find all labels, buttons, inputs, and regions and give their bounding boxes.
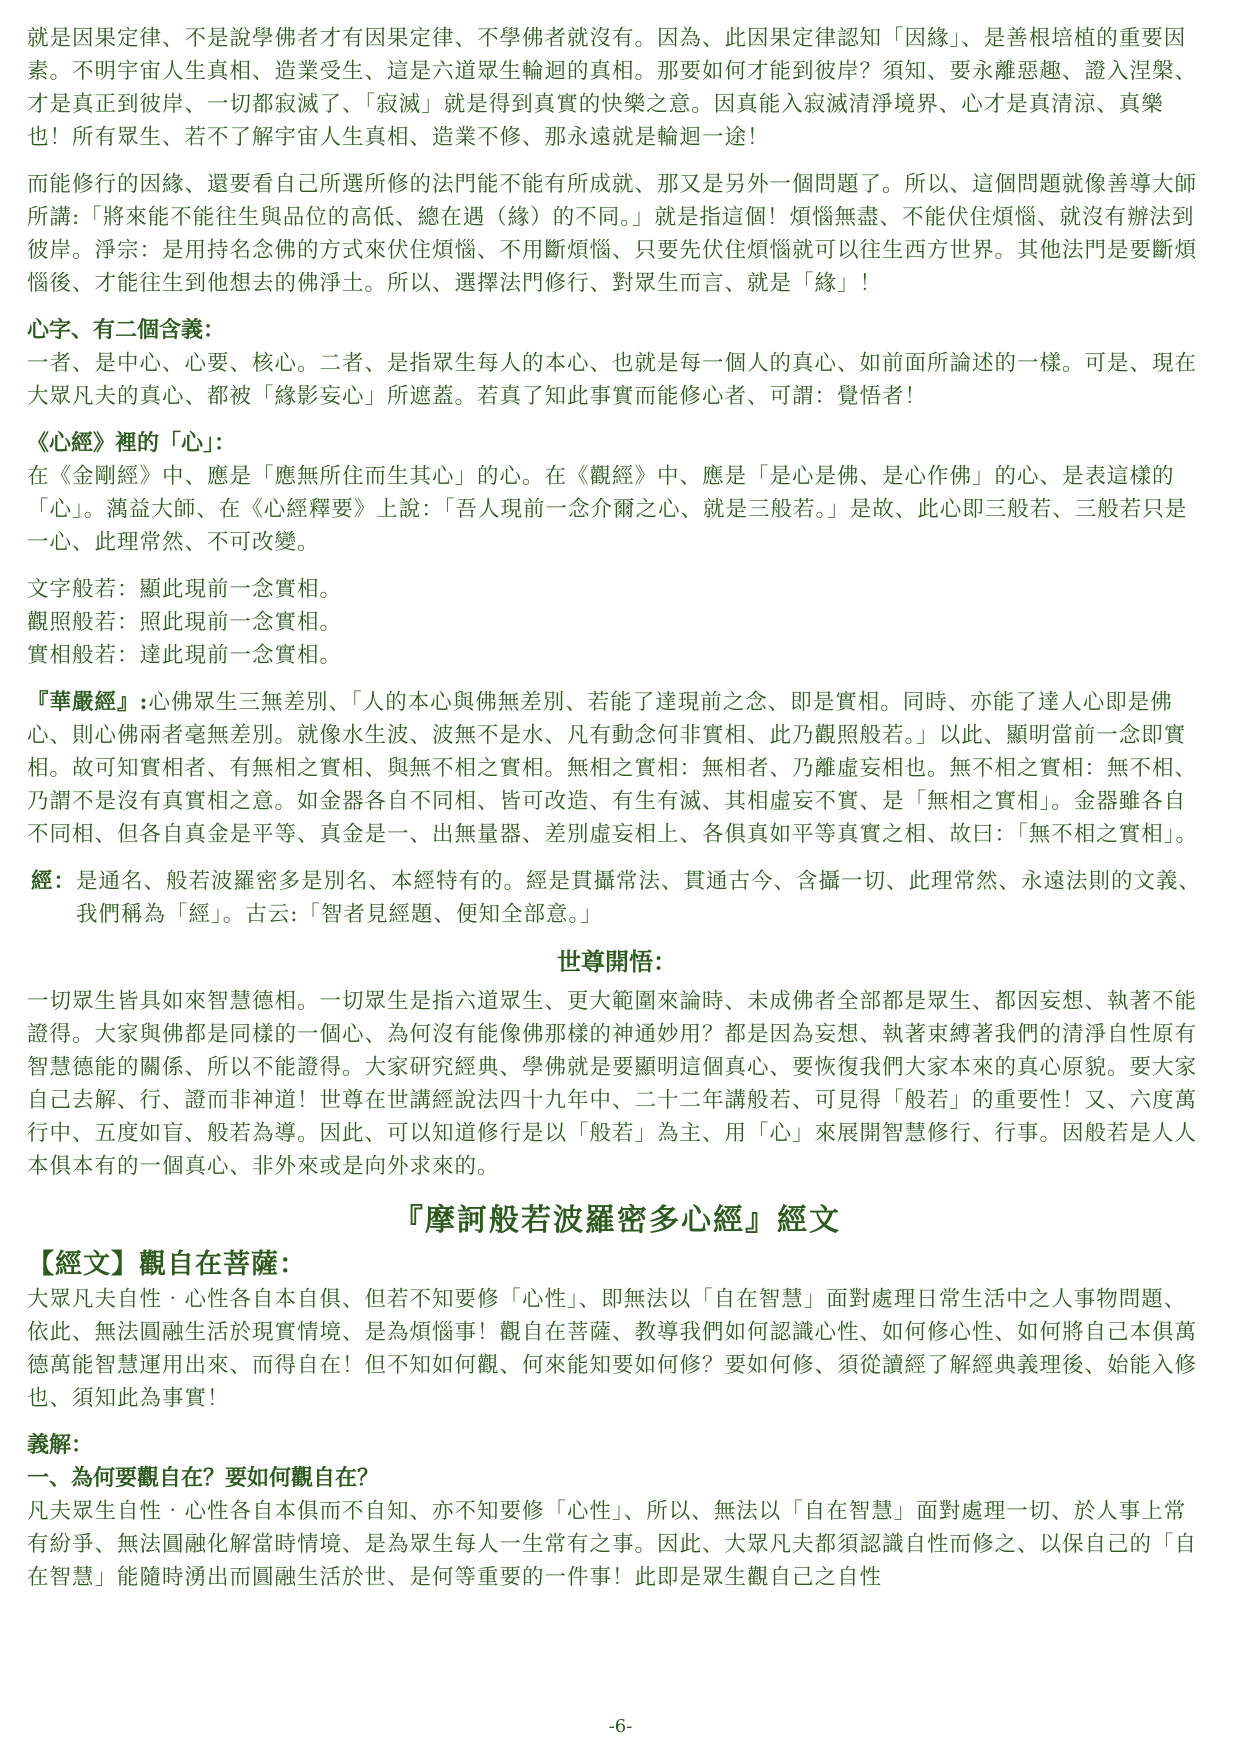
heading-explanation: 義解：	[27, 1432, 94, 1458]
heading-heart-meanings: 心字、有二個含義：	[27, 317, 226, 343]
paragraph-dharma-gate: 而能修行的因緣、還要看自己所選所修的法門能不能有所成就、那又是另外一個問題了。所以、這個問題就像善導大師所講:「將來能不能往生與品位的高低、總在遇（緣）的不同。」就是指這個！煩惱無盡、不能伏住煩惱、就沒有辦法到彼岸。淨宗：是用持名念佛的方式來伏住煩惱、不用斷煩惱、只要先伏住煩惱就可以往生西方世界。其他法門是要斷煩惱後、才能往生到他想去的佛淨土。所以、選擇法門修行、對眾生而言、就是「緣」！	[27, 172, 1198, 296]
list-item: 實相般若：達此現前一念實相。	[27, 643, 343, 668]
heading-world-honored-awakening: 世尊開悟：	[557, 947, 677, 976]
paragraph-question-one: 凡夫眾生自性‧心性各自本俱而不自知、亦不知要修「心性」、所以、無法以「自在智慧」面對處理一切、於人事上常有紛爭、無法圓融化解當時情境、是為眾生每人一生常有之事。因此、大眾凡夫都須認識自性而修之、以保自己的「自在智慧」能隨時湧出而圓融生活於世、是何等重要的一件事！此即是眾生觀自己之自性	[27, 1499, 1198, 1590]
page-number: -6-	[608, 1716, 633, 1737]
heading-question-one: 一、為何要觀自在？要如何觀自在？	[27, 1465, 380, 1491]
paragraph-avatamsaka	[27, 686, 1207, 851]
paragraph-heart-meanings: 一者、是中心、心要、核心。二者、是指眾生每人的本心、也就是每一個人的真心、如前面所論述的一樣。可是、現在大眾凡夫的真心、都被「緣影妄心」所遮蓋。若真了知此事實而能修心者、可謂：覺悟者！	[27, 351, 1198, 409]
heading-heart-sutra-heart: 《心經》裡的「心」：	[27, 430, 237, 456]
paragraph-world-honored-awakening: 一切眾生皆具如來智慧德相。一切眾生是指六道眾生、更大範圍來論時、未成佛者全部都是眾生、都因妄想、執著不能證得。大家與佛都是同樣的一個心、為何沒有能像佛那樣的神通妙用？都是因為妄想、執著束縛著我們的清淨自性原有智慧德能的關係、所以不能證得。大家研究經典、學佛就是要顯明這個真心、要恢復我們大家本來的真心原貌。要大家自己去解、行、證而非神道！世尊在世講經說法四十九年中、二十二年講般若、可見得「般若」的重要性！又、六度萬行中、五度如盲、般若為導。因此、可以知道修行是以「般若」為主、用「心」來展開智慧修行、行事。因般若是人人本俱本有的一個真心、非外來或是向外求來的。	[27, 989, 1198, 1179]
avatamsaka-label: 『華嚴經』:	[27, 690, 149, 715]
avatamsaka-text: 心佛眾生三無差別、「人的本心與佛無差別、若能了達現前之念、即是實相。同時、亦能了達人心即是佛心、則心佛兩者毫無差別。就像水生波、波無不是水、凡有動念何非實相、此乃觀照般若。」以此、顯明當前一念即實相。故可知實相者、有無相之實相、與無不相之實相。無相之實相：無相者、乃離虛妄相也。無不相之實相：無不相、乃謂不是沒有真實相之意。如金器各自不同相、皆可改造、有生有滅、其相虛妄不實、是「無相之實相」。金器雖各自不同相、但各自真金是平等、真金是一、出無量器、差別虛妄相上、各俱真如平等真實之相、故曰：「無不相之實相」。	[27, 690, 1199, 847]
heading-avalokitesvara: 【經文】觀自在菩薩：	[27, 1249, 307, 1280]
heading-sutra-text-title: 『摩訶般若波羅密多心經』經文	[393, 1203, 841, 1238]
list-item: 文字般若：顯此現前一念實相。	[27, 577, 343, 602]
sutra-label: 經：	[31, 869, 77, 894]
paragraph-causality: 就是因果定律、不是說學佛者才有因果定律、不學佛者就沒有。因為、此因果定律認知「因緣」、是善根培植的重要因素。不明宇宙人生真相、造業受生、這是六道眾生輪迴的真相。那要如何才能到彼岸？須知、要永離惡趣、證入涅槃、才是真正到彼岸、一切都寂滅了、「寂滅」就是得到真實的快樂之意。因真能入寂滅清淨境界、心才是真清涼、真樂也！所有眾生、若不了解宇宙人生真相、造業不修、那永遠就是輪迴一途！	[27, 26, 1198, 150]
prajna-list	[27, 573, 1207, 672]
sutra-text: 是通名、般若波羅密多是別名、本經特有的。經是貫攝常法、貫通古今、含攝一切、此理常然、永遠法則的文義、我們稱為「經」。古云:「智者見經題、便知全部意。」	[76, 869, 1202, 927]
list-item: 觀照般若：照此現前一念實相。	[27, 610, 343, 635]
paragraph-avalokitesvara: 大眾凡夫自性‧心性各自本自俱、但若不知要修「心性」、即無法以「自在智慧」面對處理日常生活中之人事物問題、依此、無法圓融生活於現實情境、是為煩惱事！觀自在菩薩、教導我們如何認識心性、如何修心性、如何將自己本俱萬德萬能智慧運用出來、而得自在！但不知如何觀、何來能知要如何修？要如何修、須從讀經了解經典義理後、始能入修也、須知此為事實！	[27, 1287, 1198, 1411]
paragraph-heart-sutra-heart: 在《金剛經》中、應是「應無所住而生其心」的心。在《觀經》中、應是「是心是佛、是心作佛」的心、是表這樣的「心」。蕅益大師、在《心經釋要》上說：「吾人現前一念介爾之心、就是三般若。」是故、此心即三般若、三般若只是一心、此理常然、不可改變。	[27, 464, 1188, 555]
sutra-definition	[27, 865, 1207, 931]
